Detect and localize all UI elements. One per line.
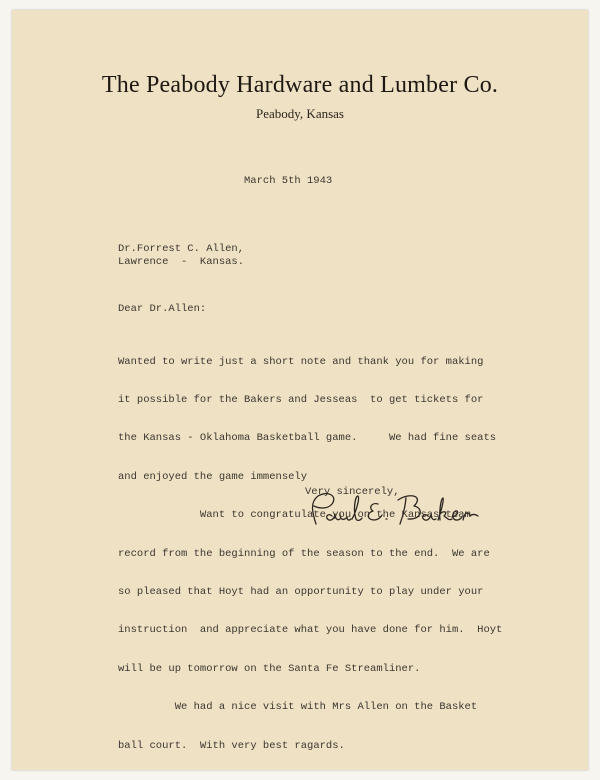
letter-date: March 5th 1943 — [244, 175, 333, 187]
closing: Very sincerely, — [305, 486, 400, 498]
letter-body — [118, 330, 502, 778]
body-line: ball court. With very best ragards. — [118, 739, 345, 752]
body-line: instruction and appreciate what you have done for him. Hoyt — [118, 624, 503, 637]
body-line: record from the beginning of the season to the end. We are — [118, 547, 490, 560]
body-line: the Kansas - Oklahoma Basketball game. We had fine seats — [118, 432, 497, 445]
recipient-location: Lawrence - Kansas. — [118, 255, 245, 268]
letterhead-company-name: The Peabody Hardware and Lumber Co. — [101, 72, 499, 98]
body-line: Wanted to write just a short note and thank you for making — [118, 355, 484, 368]
body-line: so pleased that Hoyt had an opportunity to play under your — [118, 585, 484, 598]
body-line: will be up tomorrow on the Santa Fe Streamliner. — [118, 662, 421, 675]
recipient-address — [118, 243, 244, 269]
body-line: it possible for the Bakers and Jesseas to get tickets for — [118, 393, 484, 406]
handwritten-signature — [302, 486, 502, 534]
letterhead-location: Peabody, Kansas — [256, 106, 344, 121]
body-line: Want to congratulate you on the Kansas team — [118, 509, 471, 522]
salutation: Dear Dr.Allen: — [118, 303, 207, 315]
body-line: We had a nice visit with Mrs Allen on the Basket — [118, 701, 478, 714]
recipient-name: Dr.Forrest C. Allen, — [118, 243, 245, 255]
body-line: and enjoyed the game immensely — [118, 470, 308, 483]
letter-page — [12, 10, 588, 770]
